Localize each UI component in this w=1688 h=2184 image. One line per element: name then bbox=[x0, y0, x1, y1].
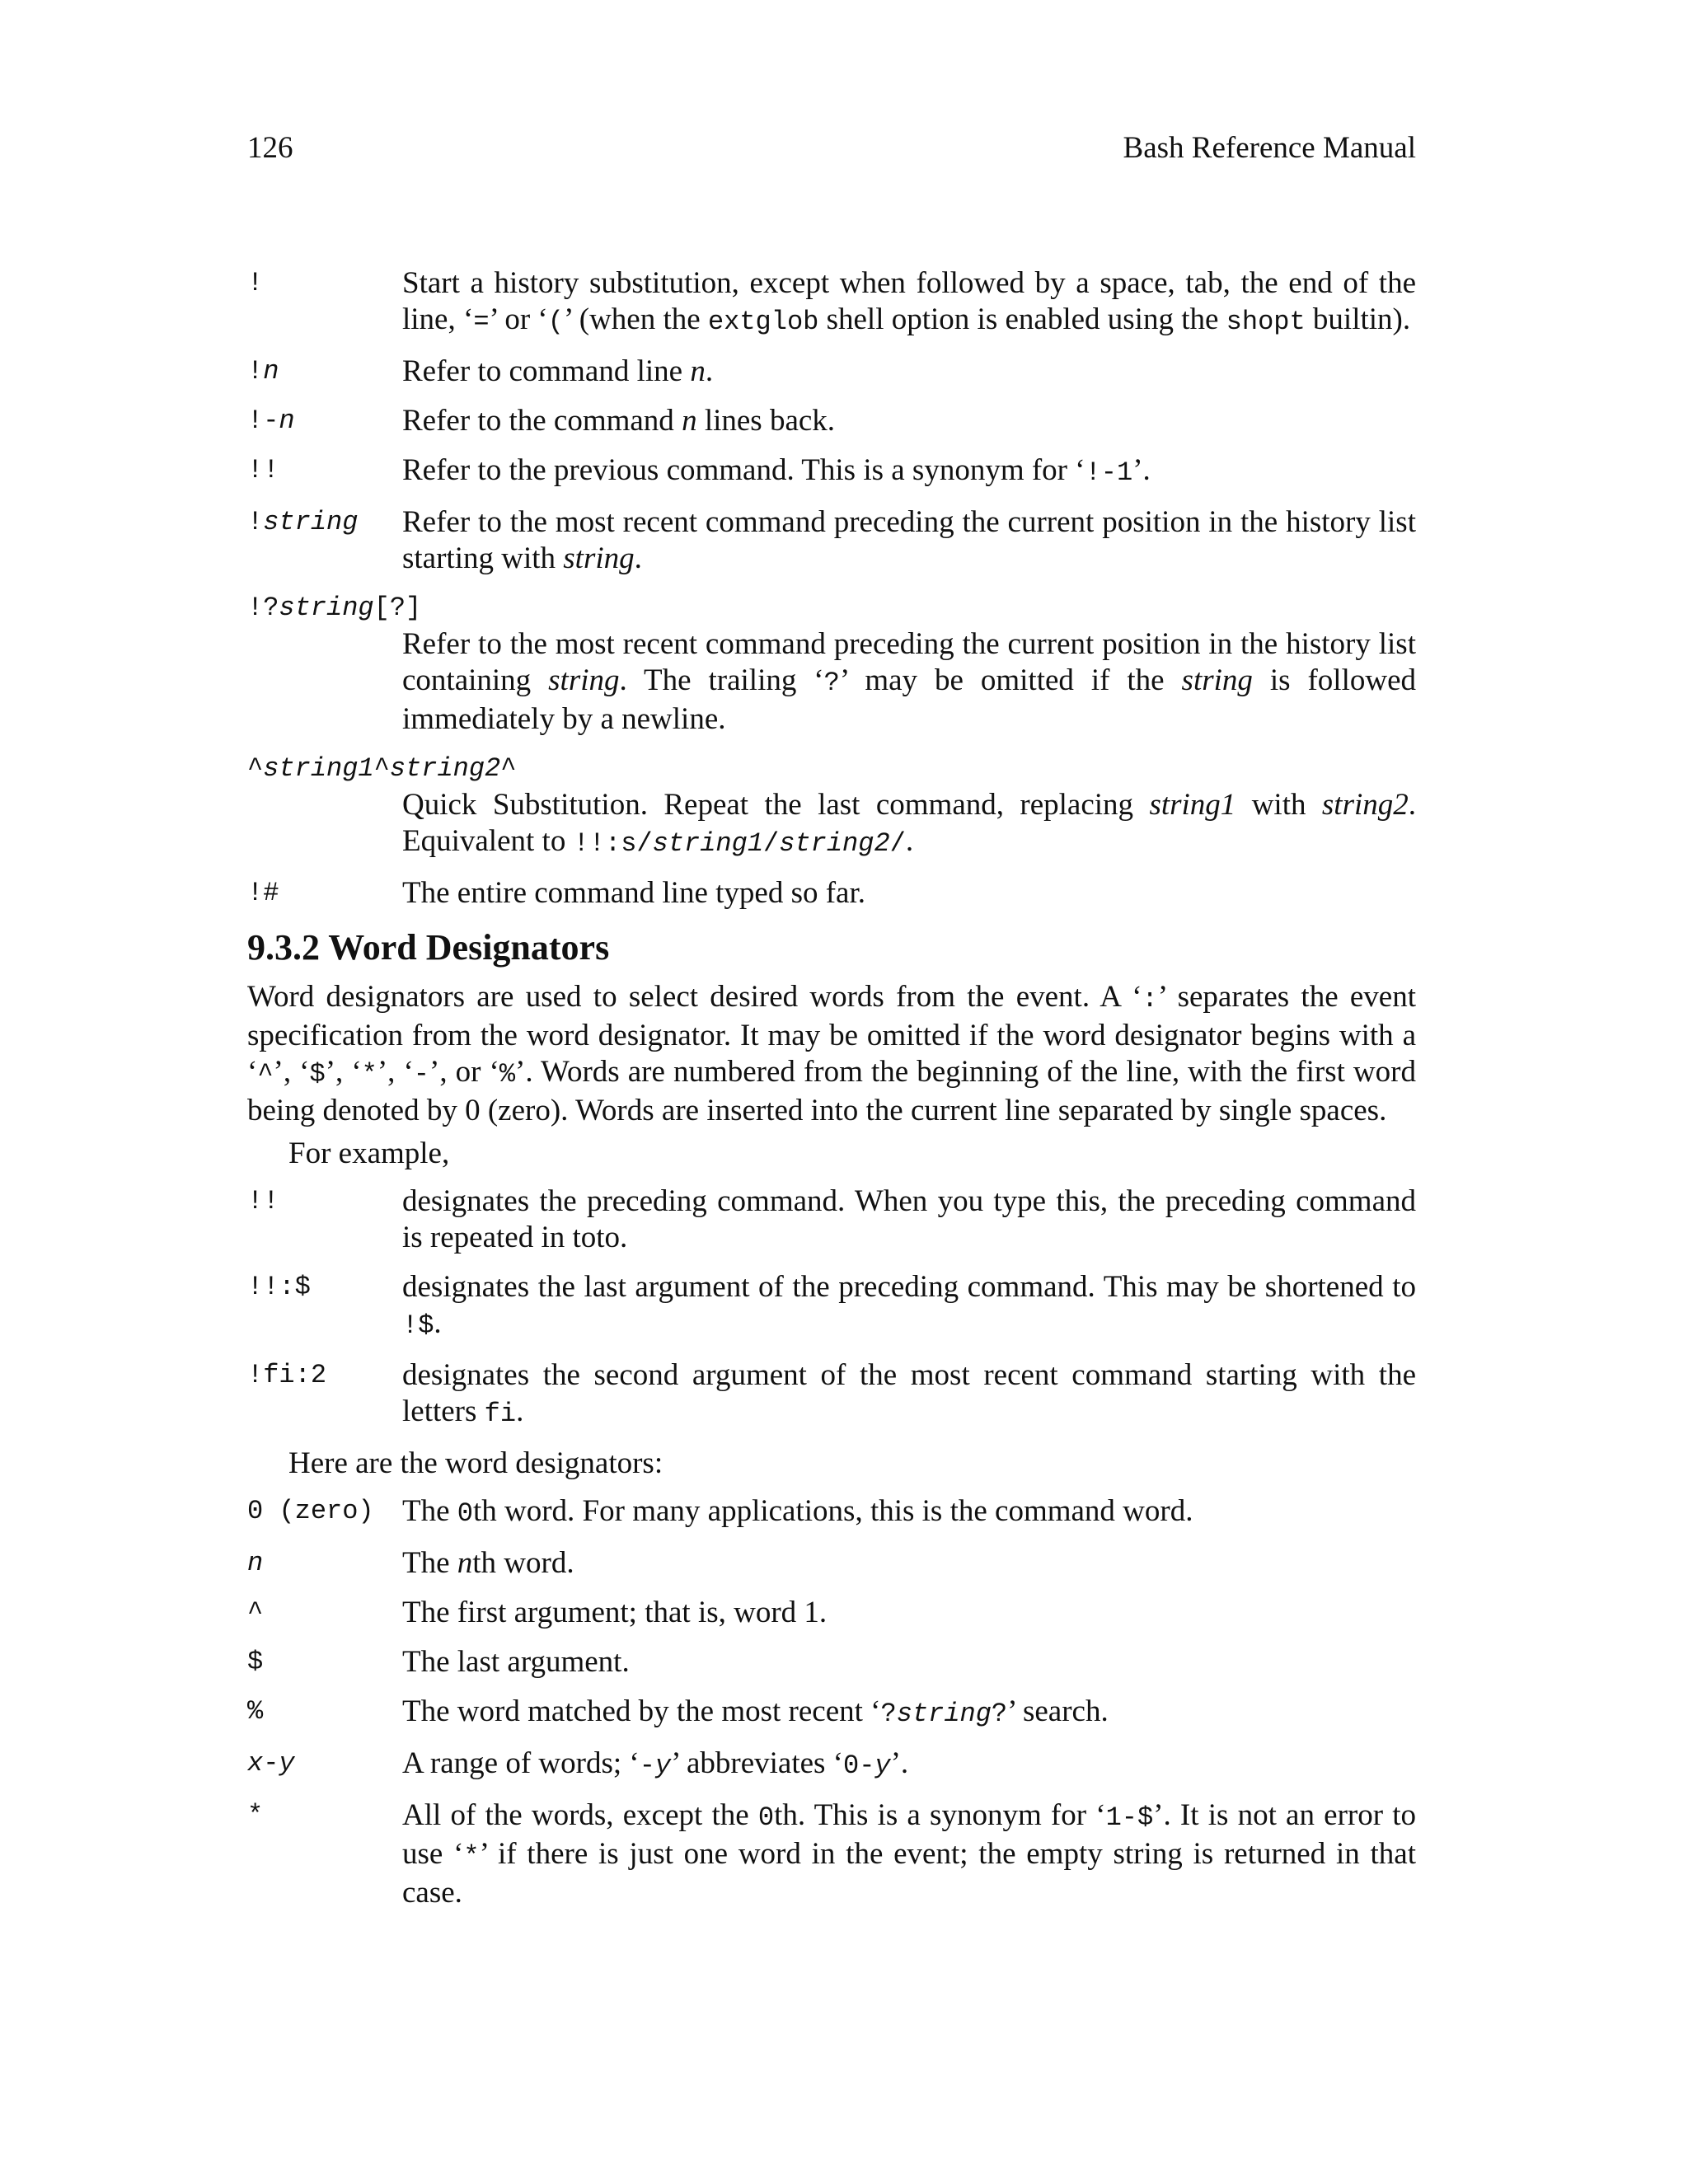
definition-row bbox=[247, 1357, 1416, 1432]
definition-term: ^string1^string2^ bbox=[247, 753, 517, 784]
definition-row bbox=[247, 265, 1416, 340]
definition-description: Start a history substitution, except when followed by a space, tab, the end of the line, ‘=’ or ‘(’ (when the extglob shell option is enabled using the shopt builtin). bbox=[402, 266, 1416, 337]
definition-term: n bbox=[247, 1548, 264, 1578]
definition-description: Refer to the command n lines back. bbox=[402, 404, 836, 438]
definition-term: !fi:2 bbox=[247, 1360, 327, 1390]
definition-term: !?string[?] bbox=[247, 593, 422, 623]
definition-row bbox=[247, 1694, 1416, 1732]
definition-row bbox=[247, 403, 1416, 439]
here-are-text: Here are the word designators: bbox=[288, 1446, 663, 1480]
section-intro: Word designators are used to select desired words from the event. A ‘:’ separates the event specification from the word designator. It may be omitted if the word designator begins with a ‘^’, ‘$’, ‘*’, ‘-’, or ‘%’. Words are numbered from the beginning of the line, with the first word being denoted by 0 (zero). Words are inserted into the current line separated by single spaces. bbox=[247, 980, 1416, 1127]
definition-row bbox=[247, 590, 1416, 738]
definition-term: !# bbox=[247, 878, 279, 908]
definition-term: * bbox=[247, 1800, 264, 1830]
page-body bbox=[247, 265, 1416, 1924]
definition-description: Refer to the most recent command preceding the current position in the history list starting with string. bbox=[402, 505, 1416, 575]
definition-term: !-n bbox=[247, 405, 295, 436]
definition-term: ^ bbox=[247, 1597, 264, 1628]
definition-term: !! bbox=[247, 455, 279, 485]
definition-description: The word matched by the most recent ‘?string?’ search. bbox=[402, 1694, 1109, 1729]
definition-description: Quick Substitution. Repeat the last command, replacing string1 with string2. Equivalent to !!:s/string1/string2/. bbox=[402, 788, 1416, 859]
definition-description: All of the words, except the 0th. This is a synonym for ‘1-$’. It is not an error to use ‘*’ if there is just one word in the event; the empty string is returned in that case. bbox=[402, 1798, 1416, 1910]
section-heading: 9.3.2 Word Designators bbox=[247, 927, 610, 968]
definition-description: designates the last argument of the preceding command. This may be shortened to !$. bbox=[402, 1270, 1416, 1341]
definition-description: Refer to the previous command. This is a synonym for ‘!-1’. bbox=[402, 453, 1151, 488]
page-header bbox=[247, 130, 1416, 171]
definition-description: The entire command line typed so far. bbox=[402, 876, 866, 910]
definition-term: !string bbox=[247, 507, 359, 537]
definition-term: x-y bbox=[247, 1748, 295, 1779]
definition-term: !!:$ bbox=[247, 1272, 311, 1302]
definition-description: Refer to command line n. bbox=[402, 354, 714, 388]
running-title: Bash Reference Manual bbox=[1123, 131, 1416, 165]
event-designator-list bbox=[247, 265, 1416, 577]
definition-term: $ bbox=[247, 1647, 264, 1677]
definition-row bbox=[247, 1797, 1416, 1911]
definition-row bbox=[247, 1183, 1416, 1256]
definition-term: !! bbox=[247, 1186, 279, 1216]
definition-description: The last argument. bbox=[402, 1645, 630, 1679]
event-designator-long-list bbox=[247, 590, 1416, 862]
definition-row bbox=[247, 751, 1416, 862]
definition-term: 0 (zero) bbox=[247, 1496, 374, 1526]
definition-row bbox=[247, 452, 1416, 491]
definition-description: The 0th word. For many applications, this is the command word. bbox=[402, 1494, 1193, 1529]
definition-description: A range of words; ‘-y’ abbreviates ‘0-y’. bbox=[402, 1746, 909, 1781]
definition-description: designates the second argument of the most recent command starting with the letters fi. bbox=[402, 1358, 1416, 1429]
definition-row bbox=[247, 504, 1416, 577]
definition-row bbox=[247, 875, 1416, 912]
definition-row bbox=[247, 1644, 1416, 1680]
definition-row bbox=[247, 1269, 1416, 1344]
definition-description: designates the preceding command. When you type this, the preceding command is repeated in toto. bbox=[402, 1184, 1416, 1254]
definition-row bbox=[247, 354, 1416, 390]
page-number: 126 bbox=[247, 131, 293, 165]
for-example-text: For example, bbox=[288, 1137, 450, 1170]
definition-description: The nth word. bbox=[402, 1546, 574, 1580]
definition-row bbox=[247, 1493, 1416, 1532]
definition-term: !n bbox=[247, 356, 279, 387]
definition-term: ! bbox=[247, 268, 264, 298]
definition-term: % bbox=[247, 1696, 264, 1727]
definition-row bbox=[247, 1746, 1416, 1784]
event-designator-tail-list bbox=[247, 875, 1416, 912]
definition-row bbox=[247, 1595, 1416, 1631]
definition-description: Refer to the most recent command preceding the current position in the history list containing string. The trailing ‘?’ may be omitted if the string is followed immediately by a newline. bbox=[402, 627, 1416, 736]
definition-row bbox=[247, 1545, 1416, 1582]
definition-description: The first argument; that is, word 1. bbox=[402, 1596, 828, 1629]
word-designator-list bbox=[247, 1493, 1416, 1911]
example-list bbox=[247, 1183, 1416, 1432]
